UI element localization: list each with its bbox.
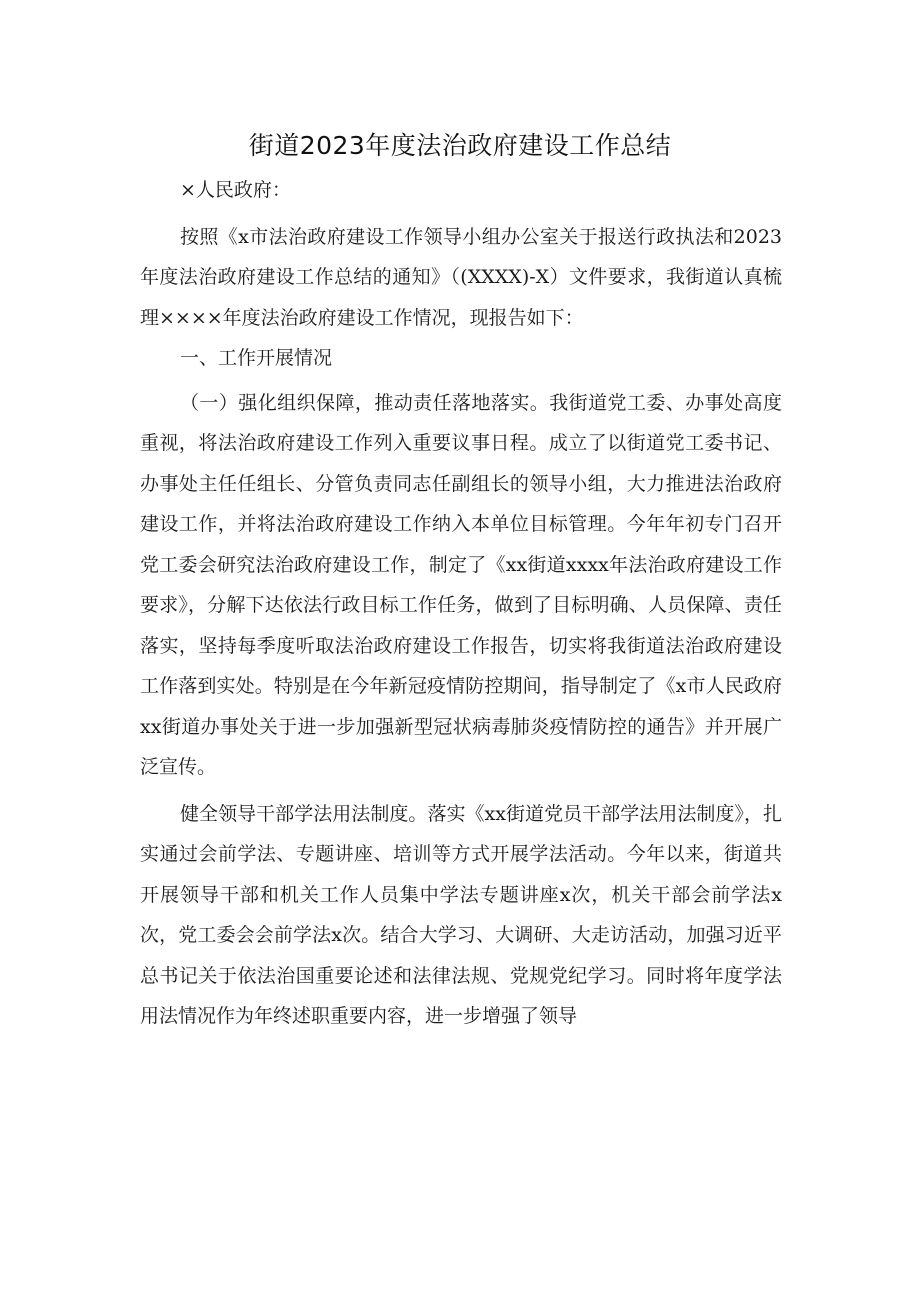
paragraph-study-system: 健全领导干部学法用法制度。落实《xx街道党员干部学法用法制度》，扎实通过会前学法、专题讲座、培训等方式开展学法活动。今年以来，街道共开展领导干部和机关工作人员集中学法专题讲座x次，机关干部会前学法x次，党工委会会前学法x次。结合大学习、大调研、大走访活动，加强习近平总书记关于依法治国重要论述和法律法规、党规党纪学习。同时将年度学法用法情况作为年终述职重要内容，进一步增强了领导 (140, 802, 782, 1027)
document-body (140, 170, 782, 1037)
salutation: ×人民政府： (180, 179, 291, 201)
document-title: 街道2023年度法治政府建设工作总结 (248, 131, 672, 160)
section-heading: 一、工作开展情况 (180, 347, 333, 369)
intro-paragraph: 按照《x市法治政府建设工作领导小组办公室关于报送行政执法和2023年度法治政府建设工作总结的通知》（(XXXX)-X）文件要求，我街道认真梳理××××年度法治政府建设工作情况，现报告如下： (140, 225, 782, 329)
paragraph-organization: （一）强化组织保障，推动责任落地落实。我街道党工委、办事处高度重视，将法治政府建设工作列入重要议事日程。成立了以街道党工委书记、办事处主任任组长、分管负责同志任副组长的领导小组，大力推进法治政府建设工作，并将法治政府建设工作纳入本单位目标管理。今年年初专门召开党工委会研究法治政府建设工作，制定了《xx街道xxxx年法治政府建设工作要求》，分解下达依法行政目标工作任务，做到了目标明确、人员保障、责任落实，坚持每季度听取法治政府建设工作报告，切实将我街道法治政府建设工作落到实处。特别是在今年新冠疫情防控期间，指导制定了《x市人民政府xx街道办事处关于进一步加强新型冠状病毒肺炎疫情防控的通告》并开展广泛宣传。 (140, 391, 782, 778)
